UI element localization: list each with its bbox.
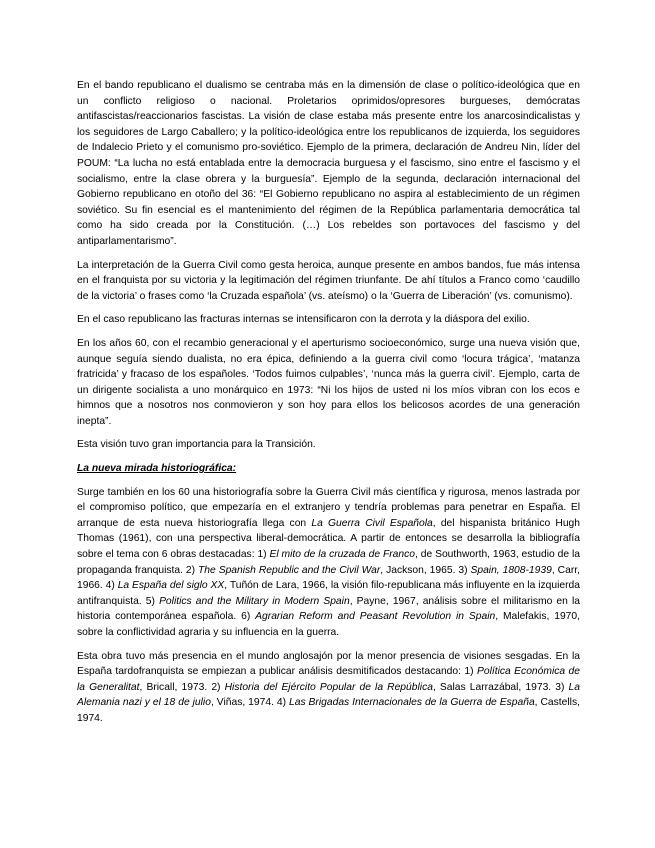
book-title: Política Económica de la Generalitat bbox=[77, 666, 580, 693]
book-title: La España del siglo XX bbox=[117, 580, 225, 592]
paragraph-new-historiography bbox=[77, 485, 580, 641]
paragraph-heroic-interpretation: La interpretación de la Guerra Civil como gesta heroica, aunque presente en ambos bandos, fue más intensa en el franquista por su victoria y la legitimación del régimen triunfante. De ahí títulos a Franco como ‘caudillo de la victoria’ o frases como ‘la Cruzada española’ (vs. ateísmo) o la ‘Guerra de Liberación’ (vs. comunismo). bbox=[77, 259, 580, 302]
book-title: The Spanish Republic and the Civil War bbox=[198, 564, 381, 576]
book-title: Agrarian Reform and Peasant Revolution in Spain bbox=[255, 611, 496, 623]
text-run: , Carr, 1966. 4) bbox=[77, 564, 580, 592]
text-run: , Payne, 1967, análisis sobre el militarismo en la historia contemporánea española. 6) bbox=[77, 595, 580, 623]
text-run: , Salas Larrazábal, 1973. 3) bbox=[432, 681, 569, 693]
text-run: Esta obra tuvo más presencia en el mundo anglosajón por la menor presencia de visiones sesgadas. En la España tardofranquista se empiezan a publicar análisis desmitificados destacando: 1) bbox=[77, 650, 580, 678]
paragraph-late-francoism-analysis bbox=[77, 649, 580, 727]
book-title: La Alemania nazi y el 18 de julio bbox=[77, 681, 580, 709]
text-run: , del hispanista británico Hugh Thomas (1961), con una perspectiva liberal-democrática. A partir de entonces se desarrolla la bibliografía sobre el tema con 6 obras destacadas: 1) bbox=[77, 517, 581, 561]
book-title: Politics and the Military in Modern Spain bbox=[159, 595, 350, 607]
paragraph-transition: Esta visión tuvo gran importancia para la Transición. bbox=[77, 439, 316, 451]
text-run: , Viñas, 1974. 4) bbox=[210, 697, 289, 709]
text-run: , Tuñón de Lara, 1966, la visión filo-republicana más influyente en la izquierda antifranquista. 5) bbox=[77, 580, 580, 607]
book-title: Las Brigadas Internacionales de la Guerra de España bbox=[289, 697, 535, 709]
section-heading: La nueva mirada historiográfica: bbox=[77, 463, 237, 475]
document-page bbox=[77, 78, 580, 735]
text-run: , Malefakis, 1970, sobre la conflictividad agraria y su influencia en la guerra. bbox=[77, 611, 580, 638]
paragraph-republican-fractures: En el caso republicano las fracturas internas se intensificaron con la derrota y la diáspora del exilio. bbox=[77, 314, 530, 326]
book-title: Historia del Ejército Popular de la República bbox=[224, 681, 433, 693]
text-run: , Bricall, 1973. 2) bbox=[139, 681, 225, 693]
text-run: Surge también en los 60 una historiografía sobre la Guerra Civil más científica y rigurosa, menos lastrada por el compromiso político, que empezaría en el extranjero y tendría problemas para penetrar en España. El arranque de esta nueva historiografía llega con bbox=[77, 486, 580, 529]
text-run: , Jackson, 1965. 3) bbox=[380, 564, 471, 576]
paragraph-republican-dualism: En el bando republicano el dualismo se centraba más en la dimensión de clase o político-ideológica que en un conflicto religioso o nacional. Proletarios oprimidos/opresores burgueses, demócratas antifascistas/reaccionarios fascistas. La visión de clase estaba más presente entre los anarcosindicalistas y los seguidores de Largo Caballero; y la político-ideológica entre los republicanos de izquierda, los seguidores de Indalecio Prieto y el comunismo pro-soviético. Ejemplo de la primera, declaración de Andreu Nin, líder del POUM: “La lucha no está entablada entre la democracia burguesa y el fascismo, sino entre el fascismo y el socialismo, entre la clase obrera y la burguesía”. Ejemplo de la segunda, declaración internacional del Gobierno republicano en otoño del 36: “El Gobierno republicano no aspira al establecimiento de un régimen soviético. Su fin esencial es el mantenimiento del régimen de la República parlamentaria democrática tal como ha sido creada por la Constitución. (…) Los rebeldes son portavoces del fascismo y del antiparlamentarismo”. bbox=[77, 80, 580, 247]
text-run: , Castells, 1974. bbox=[77, 697, 580, 724]
text-run: , de Southworth, 1963, estudio de la propaganda franquista. 2) bbox=[77, 549, 580, 576]
book-title: La Guerra Civil Española bbox=[311, 517, 433, 529]
book-title: Spain, 1808-1939 bbox=[470, 564, 552, 576]
paragraph-sixties-vision: En los años 60, con el recambio generacional y el aperturismo socioeconómico, surge una nueva visión que, aunque seguía siendo dualista, no era épica, definiendo a la guerra civil como ‘locura trágica’, ‘matanza fratricida’ y fracaso de los españoles. ‘Todos fuimos culpables’, ‘nunca más la guerra civil’. Ejemplo, carta de un dirigente socialista a uno monárquico en 1973: “Ni los hijos de usted ni los míos vibran con los ecos e himnos que a nosotros nos conmovieron y son hoy para ellos los belicosos acordes de una generación inepta”. bbox=[77, 337, 580, 427]
book-title: El mito de la cruzada de Franco bbox=[269, 549, 415, 561]
